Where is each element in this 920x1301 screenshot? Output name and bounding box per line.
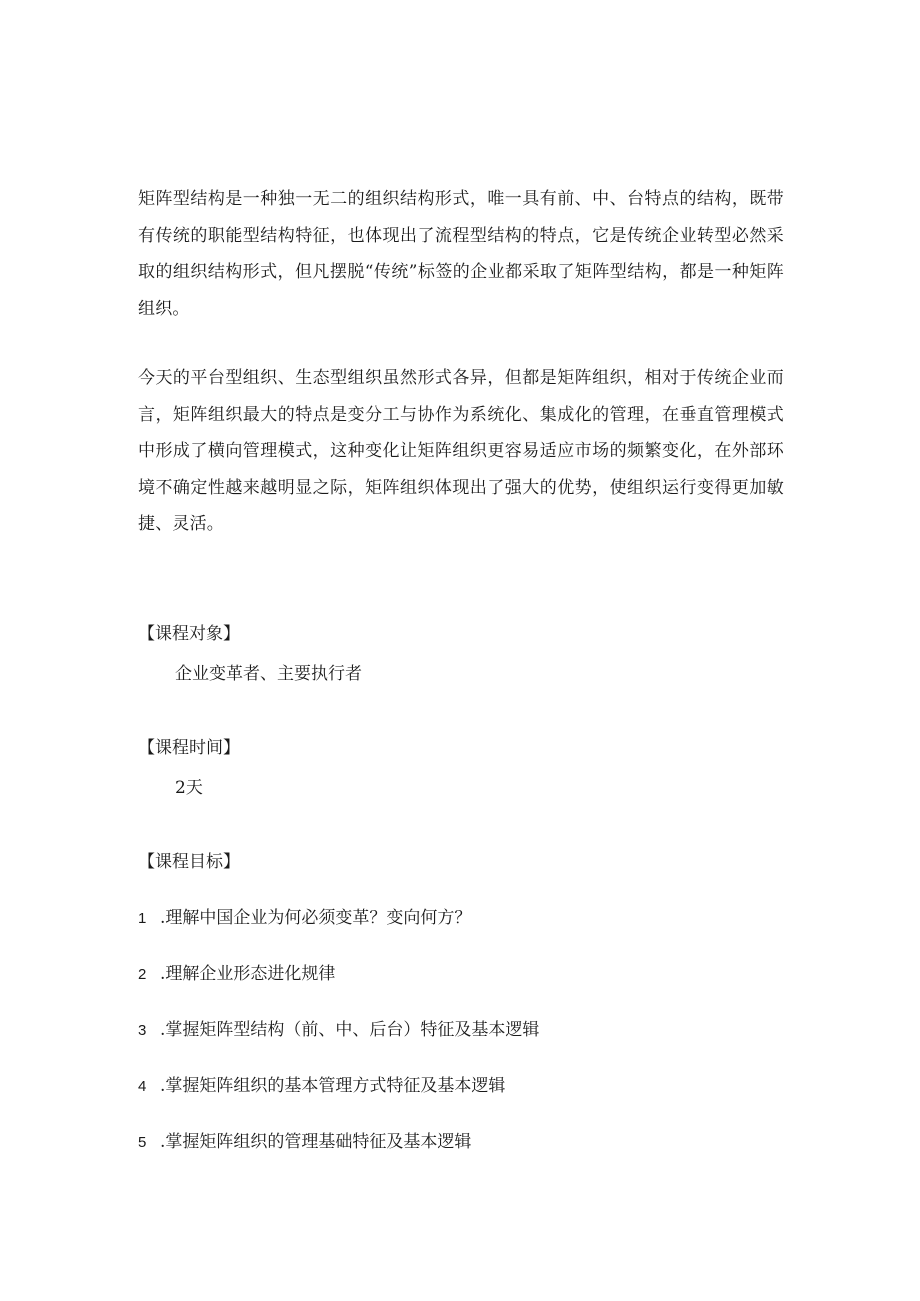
objective-item-4 [138, 1074, 505, 1099]
objective-text: .掌握矩阵型结构（前、中、后台）特征及基本逻辑 [160, 1020, 540, 1040]
objective-number: 3 [138, 1022, 147, 1039]
objectives-heading: 【课程目标】 [138, 852, 240, 872]
objective-item-1 [138, 906, 471, 931]
objective-number: 1 [138, 910, 147, 927]
duration-value: 2天 [175, 778, 203, 798]
intro-paragraph-1: 矩阵型结构是一种独一无二的组织结构形式，唯一具有前、中、台特点的结构，既带有传统的职能型结构特征，也体现出了流程型结构的特点，它是传统企业转型必然采取的组织结构形式，但凡摆脱“传统”标签的企业都采取了矩阵型结构，都是一种矩阵组织。 [138, 189, 784, 319]
audience-value: 企业变革者、主要执行者 [175, 664, 362, 684]
objective-text: .理解企业形态进化规律 [160, 964, 336, 984]
objective-number: 2 [138, 966, 147, 983]
objective-item-3 [138, 1018, 539, 1043]
intro-paragraph-2: 今天的平台型组织、生态型组织虽然形式各异，但都是矩阵组织，相对于传统企业而言，矩阵组织最大的特点是变分工与协作为系统化、集成化的管理，在垂直管理模式中形成了横向管理模式，这种变化让矩阵组织更容易适应市场的频繁变化，在外部环境不确定性越来越明显之际，矩阵组织体现出了强大的优势，使组织运行变得更加敏捷、灵活。 [138, 368, 784, 534]
objective-text: .理解中国企业为何必须变革？变向何方？ [160, 908, 472, 928]
objective-text: .掌握矩阵组织的管理基础特征及基本逻辑 [160, 1132, 472, 1152]
duration-heading: 【课程时间】 [138, 738, 240, 758]
objective-item-5 [138, 1130, 471, 1155]
objective-item-2 [138, 962, 335, 987]
objective-number: 4 [138, 1078, 147, 1095]
objective-text: .掌握矩阵组织的基本管理方式特征及基本逻辑 [160, 1076, 506, 1096]
objective-number: 5 [138, 1134, 147, 1151]
audience-heading: 【课程对象】 [138, 624, 240, 644]
